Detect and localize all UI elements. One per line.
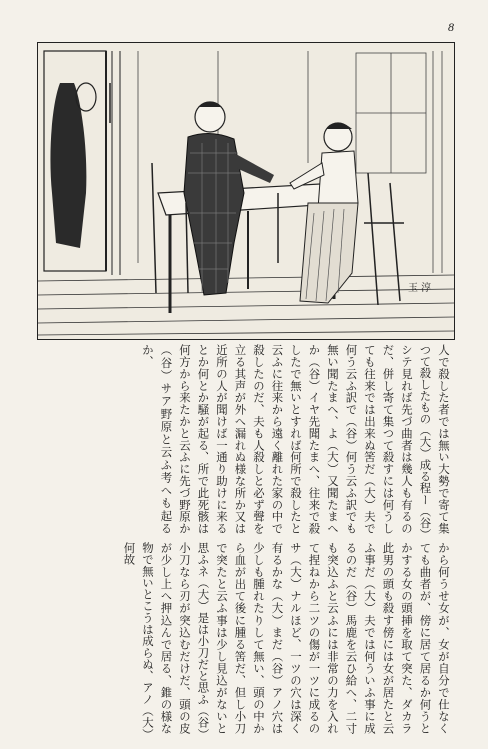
interior-scene-drawing (38, 43, 454, 339)
upper-text-block (37, 344, 453, 534)
page-number: 8 (448, 20, 454, 34)
upper-text: 人で殺した者では無い大勢で寄て集つて殺したもの（大）成る程ー（谷）シテ見れば先づ曲者は幾人も有るのだ、併し寄て集つて殺すには何うしても往来では出来ぬ筈だ（大）夫で何う云ふ訳で（谷）何う云ふ訳でも無い聞たまへ、よ（大）又聞たまへか（谷）イヤ先聞たまへ、往来で殺したで無いとすれば何所で殺したと云ふに往来から遠く離れた家の中で殺したのだ、夫も人殺しと必ず聲を立る其声が外へ漏れぬ様な所か又は近所の人が聞けば一通り助けに来るとか何とか騒が起る、所で此死骸は何方から来たかと云ふに先づ野原か（谷）サア野原と云ふ考へも起るか、 (141, 344, 451, 534)
artist-signature: 玉 淳 (408, 283, 432, 294)
body-text (37, 344, 453, 734)
lower-text: から何うせ女が、女が自分で仕なくても曲者が、傍に居て居るか何うとかする女の頭挿を取て突た、ダカラ此男の頭も殺す傍には女が居たと云ふ事だ（大）夫では何ういふ事に成るのだ（谷）馬鹿を云ひ給へ、二寸も突込ふと云ふには非常の力を入れて捏ねから二ツの傷が一ツに成るのサ（大）ナルほど、一ツの穴は深く有るかな（大）まだ（谷）アノ穴は少しも腫れたりして無い、頭の中から血が出て後に腫る筈だ、但し小刀で突たと云ふ事は少し見込がないと思ふネ（大）是は小刀だと思ふ（谷）小刀なら刃が突込むだけだ、頭の皮が少し上へ押込んで居る、錐の様な物で無いとこうは成らぬ、アノ（大）何故 (122, 542, 451, 734)
lower-text-block (37, 542, 453, 734)
illustration (37, 42, 455, 340)
